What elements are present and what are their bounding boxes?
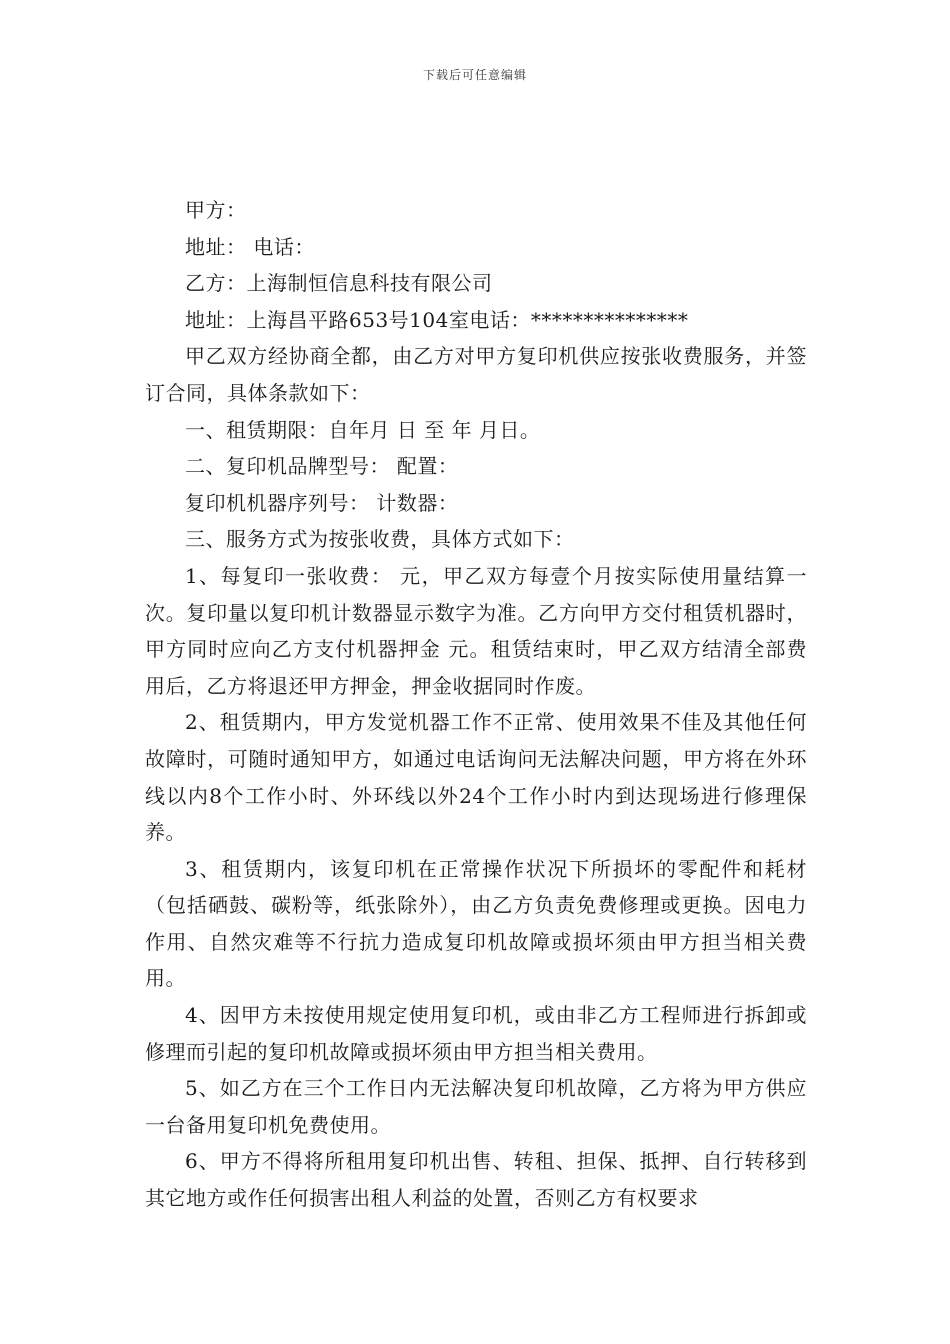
paragraph-party-b-address: 地址：上海昌平路653号104室电话：*************** <box>185 307 689 332</box>
paragraph-clause-2: 二、复印机品牌型号： 配置： <box>185 454 459 479</box>
paragraph-intro: 甲乙双方经协商全都，由乙方对甲方复印机供应按张收费服务，并签订合同，具体条款如下： <box>145 344 807 405</box>
paragraph-item-3: 3、租赁期内，该复印机在正常操作状况下所损坏的零配件和耗材（包括硒鼓、碳粉等，纸张除外），由乙方负责免费修理或更换。因电力作用、自然灾难等不行抗力造成复印机故障或损坏须由甲方担当相关费用。 <box>145 856 807 991</box>
paragraph-party-b: 乙方：上海制恒信息科技有限公司 <box>185 271 493 296</box>
paragraph-item-1: 1、每复印一张收费： 元，甲乙双方每壹个月按实际使用量结算一次。复印量以复印机计数器显示数字为准。乙方向甲方交付租赁机器时，甲方同时应向乙方支付机器押金 元。租赁结束时，甲乙双方结清全部费用后，乙方将退还甲方押金，押金收据同时作废。 <box>145 563 807 698</box>
paragraph-item-5: 5、如乙方在三个工作日内无法解决复印机故障，乙方将为甲方供应一台备用复印机免费使用。 <box>145 1076 807 1137</box>
paragraph-party-a: 甲方： <box>185 198 247 222</box>
paragraph-item-2: 2、租赁期内，甲方发觉机器工作不正常、使用效果不佳及其他任何故障时，可随时通知甲方，如通过电话询问无法解决问题，甲方将在外环线以内8个工作小时、外环线以外24个工作小时内到达现场进行修理保养。 <box>145 710 807 845</box>
paragraph-serial: 复印机机器序列号： 计数器： <box>185 490 459 515</box>
paragraph-clause-1: 一、租赁期限：自年月 日 至 年 月日。 <box>185 417 541 442</box>
header-note: 下载后可任意编辑 <box>422 68 527 82</box>
contract-body <box>145 192 807 1217</box>
paragraph-item-4: 4、因甲方未按使用规定使用复印机，或由非乙方工程师进行拆卸或修理而引起的复印机故障或损坏须由甲方担当相关费用。 <box>145 1003 807 1064</box>
paragraph-party-a-address: 地址： 电话： <box>185 234 315 259</box>
paragraph-item-6: 6、甲方不得将所租用复印机出售、转租、担保、抵押、自行转移到其它地方或作任何损害出租人利益的处置，否则乙方有权要求 <box>145 1149 807 1211</box>
paragraph-clause-3: 三、服务方式为按张收费，具体方式如下： <box>185 527 575 552</box>
